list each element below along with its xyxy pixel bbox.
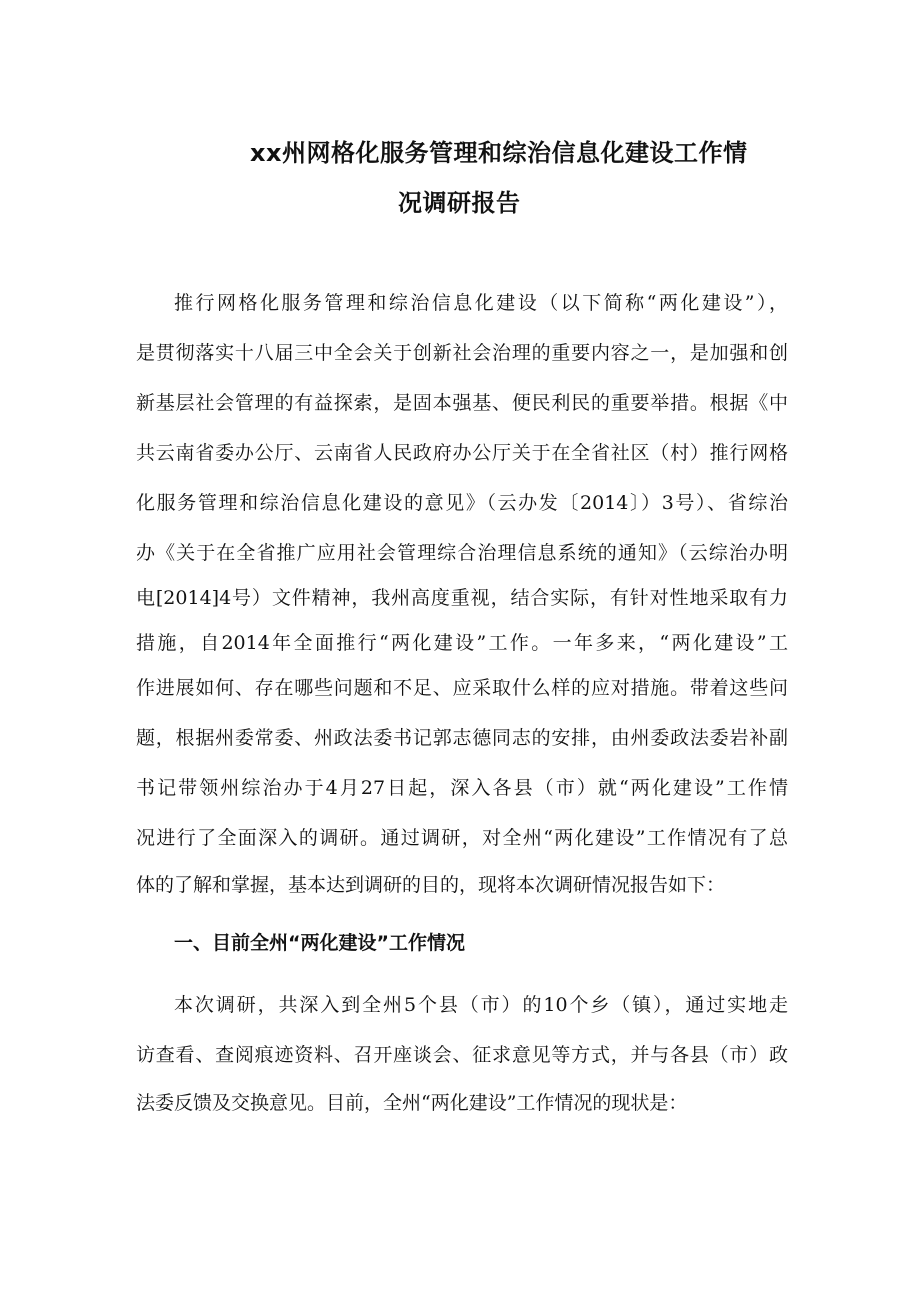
paragraph-1-line: 推行网格化服务管理和综治信息化建设（以下简称“两化建设”）， bbox=[174, 292, 788, 314]
paragraph-1-line: 化服务管理和综治信息化建设的意见》（云办发〔2014〕）3号）、省综治 bbox=[136, 492, 788, 514]
section-heading: 一、目前全州“两化建设”工作情况 bbox=[174, 932, 465, 954]
paragraph-1-line: 是贯彻落实十八届三中全会关于创新社会治理的重要内容之一，是加强和创 bbox=[136, 342, 788, 364]
paragraph-1-line: 措施，自2014年全面推行“两化建设”工作。一年多来，“两化建设”工 bbox=[136, 632, 788, 654]
paragraph-1-line: 题，根据州委常委、州政法委书记郭志德同志的安排，由州委政法委岩补副 bbox=[136, 727, 788, 749]
paragraph-1-line: 作进展如何、存在哪些问题和不足、应采取什么样的应对措施。带着这些问 bbox=[136, 677, 788, 699]
paragraph-1-line: 新基层社会管理的有益探索，是固本强基、便民利民的重要举措。根据《中 bbox=[136, 392, 788, 414]
paragraph-2-line: 法委反馈及交换意见。目前，全州“两化建设”工作情况的现状是： bbox=[136, 1092, 688, 1114]
paragraph-1-line: 办《关于在全省推广应用社会管理综合治理信息系统的通知》（云综治办明 bbox=[136, 542, 788, 564]
paragraph-1-line: 体的了解和掌握，基本达到调研的目的，现将本次调研情况报告如下： bbox=[136, 874, 726, 896]
paragraph-2-line: 本次调研，共深入到全州5个县（市）的10个乡（镇），通过实地走 bbox=[174, 994, 788, 1016]
paragraph-1-line: 电[2014]4号）文件精神，我州高度重视，结合实际，有针对性地采取有力 bbox=[136, 587, 788, 609]
paragraph-1-line: 况进行了全面深入的调研。通过调研，对全州“两化建设”工作情况有了总 bbox=[136, 827, 788, 849]
paragraph-1-line: 书记带领州综治办于4月27日起，深入各县（市）就“两化建设”工作情 bbox=[136, 777, 788, 799]
document-title-line-1: xx州网格化服务管理和综治信息化建设工作情 bbox=[250, 139, 748, 167]
paragraph-1-line: 共云南省委办公厅、云南省人民政府办公厅关于在全省社区（村）推行网格 bbox=[136, 442, 788, 464]
paragraph-2-line: 访查看、查阅痕迹资料、召开座谈会、征求意见等方式，并与各县（市）政 bbox=[136, 1044, 788, 1066]
document-title-line-2: 况调研报告 bbox=[398, 189, 521, 217]
